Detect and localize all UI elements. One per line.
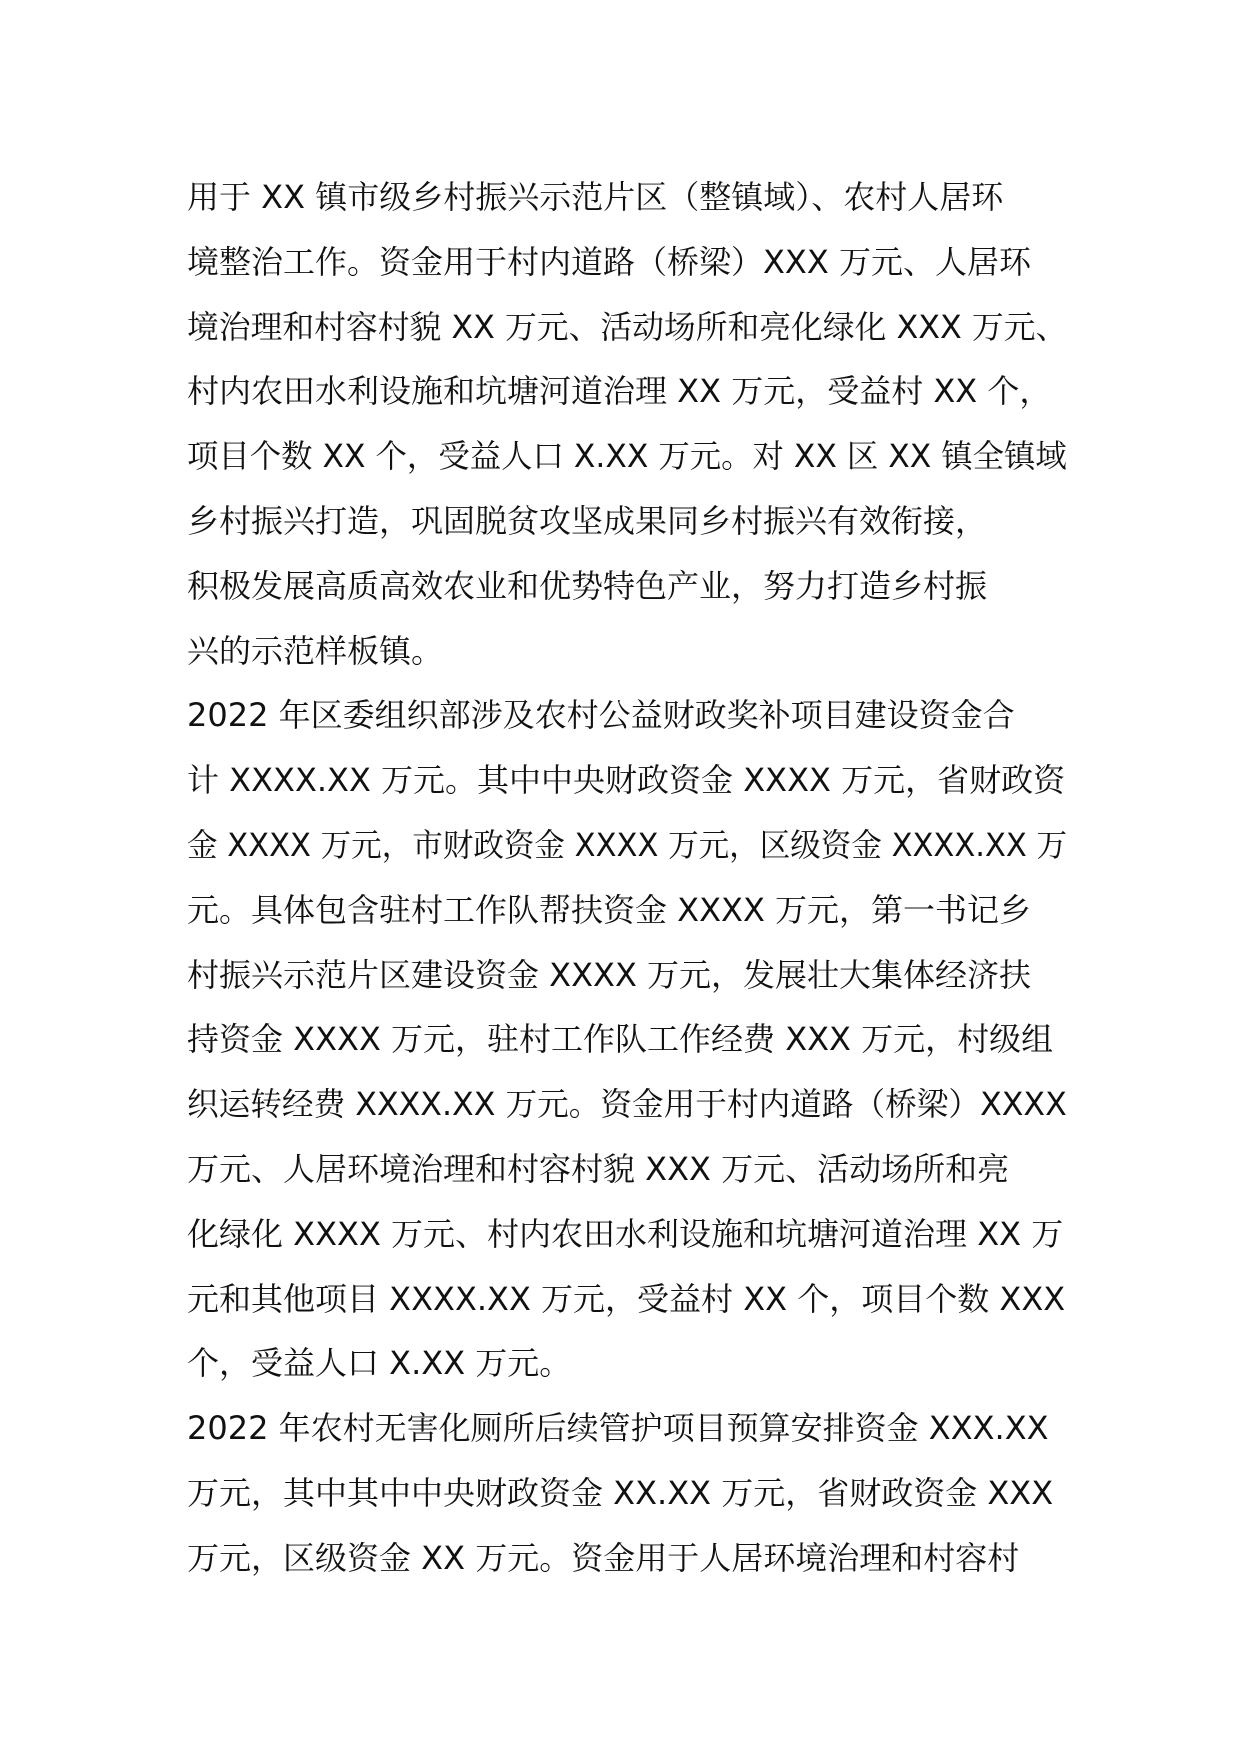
text-line: 积极发展高质高效农业和优势特色产业，努力打造乡村振 bbox=[187, 566, 988, 605]
text-line: 化绿化 XXXX 万元、村内农田水利设施和坑塘河道治理 XX 万 bbox=[187, 1214, 1064, 1253]
text-line: 境整治工作。资金用于村内道路（桥梁）XXX 万元、人居环 bbox=[187, 242, 1031, 281]
text-line: 2022 年区委组织部涉及农村公益财政奖补项目建设资金合 bbox=[187, 696, 1015, 735]
text-line: 用于 XX 镇市级乡村振兴示范片区（整镇域）、农村人居环 bbox=[187, 178, 1004, 216]
text-line: 元。具体包含驻村工作队帮扶资金 XXXX 万元，第一书记乡 bbox=[187, 890, 1032, 929]
paragraph-town-demo-zone bbox=[187, 165, 1067, 683]
text-line: 金 XXXX 万元，市财政资金 XXXX 万元，区级资金 XXXX.XX 万 bbox=[187, 825, 1068, 864]
text-line: 村振兴示范片区建设资金 XXXX 万元，发展壮大集体经济扶 bbox=[187, 955, 1032, 994]
text-line: 万元、人居环境治理和村容村貌 XXX 万元、活动场所和亮 bbox=[187, 1149, 1010, 1188]
text-line: 2022 年农村无害化厕所后续管护项目预算安排资金 XXX.XX bbox=[187, 1409, 1049, 1448]
text-line: 万元，区级资金 XX 万元。资金用于人居环境治理和村容村 bbox=[187, 1538, 1020, 1577]
text-line: 村内农田水利设施和坑塘河道治理 XX 万元，受益村 XX 个， bbox=[187, 372, 1052, 411]
text-line: 兴的示范样板镇。 bbox=[187, 631, 444, 670]
text-line: 个，受益人口 X.XX 万元。 bbox=[187, 1344, 572, 1383]
text-line: 织运转经费 XXXX.XX 万元。资金用于村内道路（桥梁）XXXX bbox=[187, 1085, 1067, 1124]
text-line: 项目个数 XX 个，受益人口 X.XX 万元。对 XX 区 XX 镇全镇域 bbox=[187, 437, 1067, 476]
paragraph-organization-dept-funds bbox=[187, 683, 1067, 1396]
text-line: 元和其他项目 XXXX.XX 万元，受益村 XX 个，项目个数 XXX bbox=[187, 1279, 1066, 1318]
paragraph-toilet-maintenance bbox=[187, 1396, 1067, 1590]
document-body bbox=[187, 165, 1067, 1591]
text-line: 乡村振兴打造，巩固脱贫攻坚成果同乡村振兴有效衔接， bbox=[187, 501, 988, 540]
text-line: 计 XXXX.XX 万元。其中中央财政资金 XXXX 万元，省财政资 bbox=[187, 761, 1066, 800]
text-line: 持资金 XXXX 万元，驻村工作队工作经费 XXX 万元，村级组 bbox=[187, 1020, 1054, 1059]
text-line: 境治理和村容村貌 XX 万元、活动场所和亮化绿化 XXX 万元、 bbox=[187, 307, 1068, 346]
text-line: 万元，其中其中中央财政资金 XX.XX 万元，省财政资金 XXX bbox=[187, 1473, 1054, 1512]
